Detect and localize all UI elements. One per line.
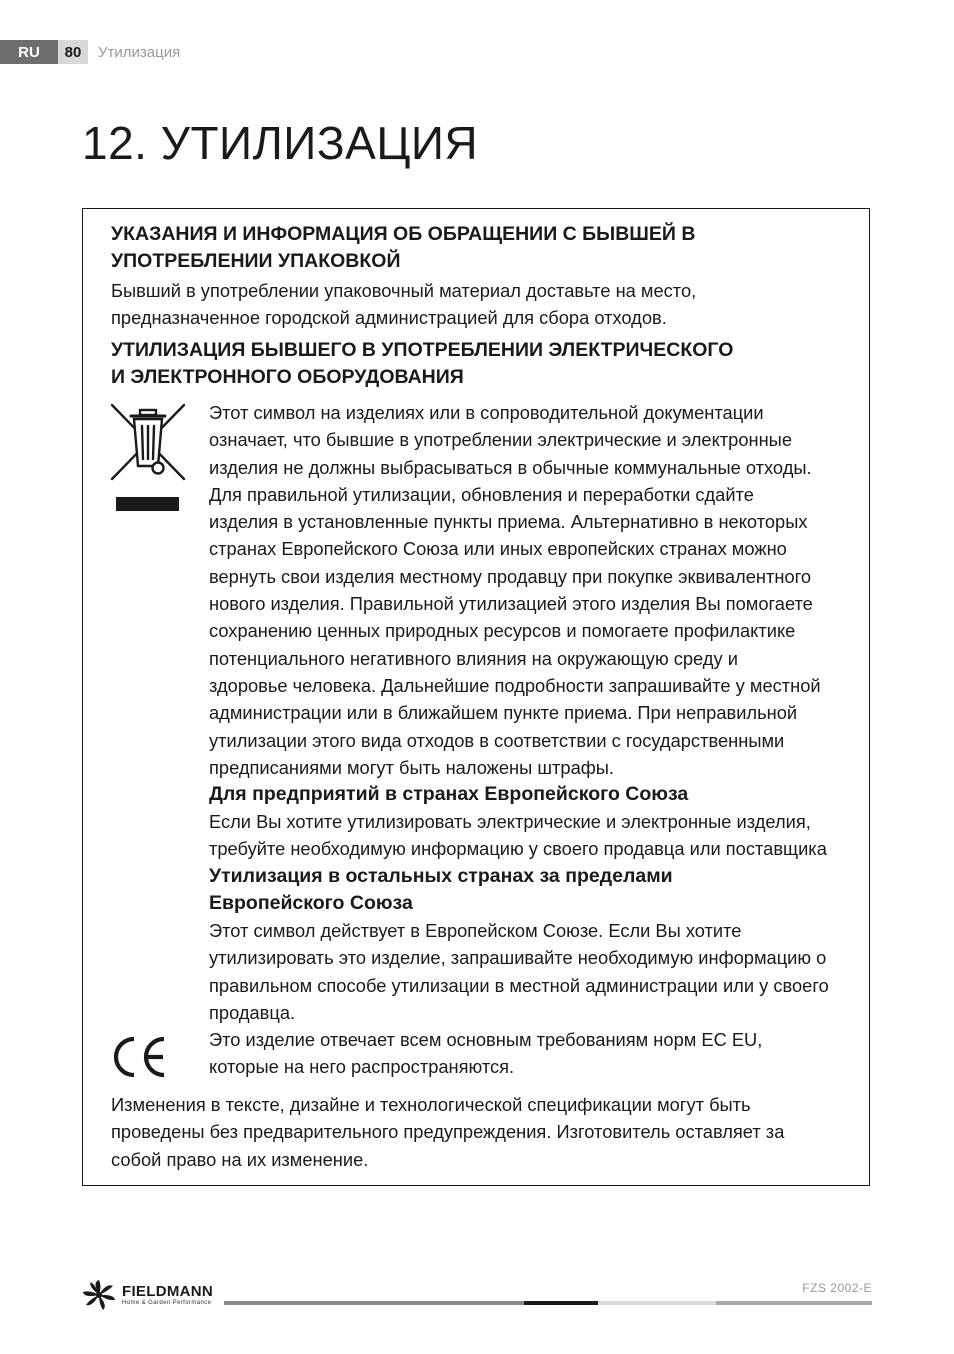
fieldmann-logo [82,1280,213,1310]
crossed-bin-icon [109,402,187,484]
weee-line: предписаниями могут быть наложены штрафы. [209,756,615,778]
footer-rule-left [224,1301,524,1305]
non-eu-text [209,917,869,1026]
disposal-info-box [82,208,870,1186]
ce-line: Это изделие отвечает всем основным требованиям норм ЕС EU, [209,1029,763,1050]
notice-line: Изменения в тексте, дизайне и технологической спецификации могут быть [111,1094,751,1115]
non-eu-heading-line1: Утилизация в остальных странах за пределами [209,865,673,887]
non-eu-line: утилизировать это изделие, запрашивайте необходимую информацию о [209,947,827,969]
weee-line: администрации или в ближайшем пункте приема. При неправильной [209,702,798,724]
non-eu-line: продавца. [209,1001,296,1023]
page-number: 80 [58,40,88,64]
page-title: 12. УТИЛИЗАЦИЯ [82,117,479,169]
weee-heading-line2: И ЭЛЕКТРОННОГО ОБОРУДОВАНИЯ [111,366,464,388]
notice-line: проведены без предварительного предупреждения. Изготовитель оставляет за [111,1121,785,1143]
weee-line: утилизации этого вида отходов в соответствии с государственными [209,729,785,751]
weee-black-bar [116,497,179,511]
change-notice [111,1091,851,1173]
non-eu-heading-line2: Европейского Союза [209,892,413,915]
page-header [0,40,180,64]
weee-body-text [209,399,869,781]
packaging-heading-line1: УКАЗАНИЯ И ИНФОРМАЦИЯ ОБ ОБРАЩЕНИИ С БЫВШЕЙ В [111,223,696,245]
non-eu-line: правильном способе утилизации в местной администрации или у своего [209,974,829,996]
ce-text [209,1026,869,1081]
language-tag: RU [0,40,58,64]
eu-business-heading: Для предприятий в странах Европейского Союза [209,783,689,805]
weee-line: здоровье человека. Дальнейшие подробности запрашивайте у местной [209,674,821,696]
ce-marking-icon [109,1035,167,1079]
weee-line: нового изделия. Правильной утилизацией этого изделия Вы помогаете [209,593,813,615]
weee-line: изделия не должны выбрасываться в обычные коммунальные отходы. [209,456,812,478]
brand-tagline: Home & Garden Performance [122,1299,212,1306]
packaging-text-line2: предназначенное городской администрацией для сбора отходов. [111,307,667,329]
eu-line: требуйте необходимую информацию у своего продавца или поставщика [209,838,827,860]
footer-rule-light [598,1301,716,1305]
weee-crossed-bin-icon [109,402,185,511]
weee-heading-line1: УТИЛИЗАЦИЯ БЫВШЕГО В УПОТРЕБЛЕНИИ ЭЛЕКТРИЧЕСКОГО [111,339,734,361]
brand-name: FIELDMANN [122,1282,214,1300]
notice-line: собой право на их изменение. [111,1148,369,1170]
weee-heading [111,337,851,391]
packaging-text-line1: Бывший в употреблении упаковочный материал доставьте на место, [111,280,697,301]
packaging-text [111,277,696,332]
weee-line: сохранению ценных природных ресурсов и помогаете профилактике [209,620,796,642]
weee-line: странах Европейского Союза или иных европейских странах можно [209,538,787,560]
packaging-heading-line2: УПОТРЕБЛЕНИИ УПАКОВКОЙ [111,250,401,272]
logo-text [122,1284,213,1307]
weee-line: Этот символ на изделиях или в сопроводительной документации [209,402,764,423]
weee-line: изделия в установленные пункты приема. Альтернативно в некоторых [209,511,808,533]
ce-line: которые на него распространяются. [209,1056,515,1078]
non-eu-heading [209,863,673,918]
model-number: FZS 2002-E [802,1281,872,1295]
section-name: Утилизация [98,43,181,61]
packaging-heading [111,221,851,275]
footer-rule-dark [524,1301,598,1305]
fan-leaf-icon [82,1280,116,1310]
weee-line: Для правильной утилизации, обновления и переработки сдайте [209,483,754,505]
weee-line: потенциального негативного влияния на окружающую среду и [209,647,738,669]
ce-mark-icon [109,1035,167,1084]
weee-line: означает, что бывшие в употреблении электрические и электронные [209,429,792,451]
footer-rule-right [716,1301,872,1305]
eu-business-text [209,808,869,863]
eu-line: Если Вы хотите утилизировать электрические и электронные изделия, [209,811,811,832]
weee-line: вернуть свои изделия местному продавцу при покупке эквивалентного [209,565,812,587]
non-eu-line: Этот символ действует в Европейском Союзе. Если Вы хотите [209,920,742,941]
